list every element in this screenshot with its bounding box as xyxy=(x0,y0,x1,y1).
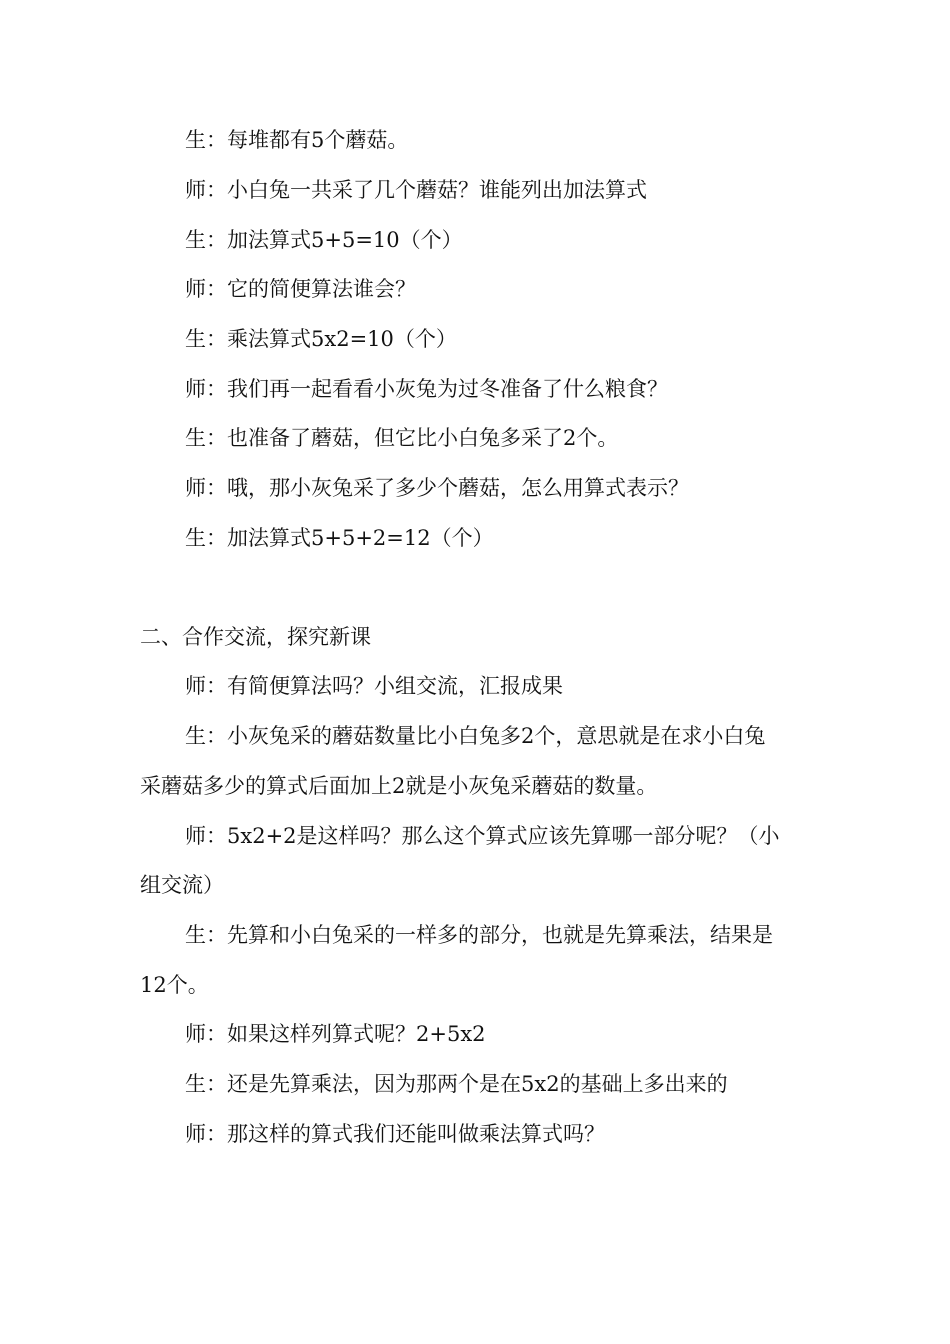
dialogue-line: 生：每堆都有5个蘑菇。 xyxy=(185,128,409,152)
dialogue-line: 生：还是先算乘法，因为那两个是在5x2的基础上多出来的 xyxy=(185,1072,728,1096)
dialogue-line: 生：加法算式5+5+2=12（个） xyxy=(185,526,494,550)
dialogue-line: 生：小灰兔采的蘑菇数量比小白兔多2个，意思就是在求小白兔 xyxy=(185,724,766,748)
dialogue-line-continuation: 采蘑菇多少的算式后面加上2就是小灰兔采蘑菇的数量。 xyxy=(140,774,658,798)
dialogue-line: 师：小白兔一共采了几个蘑菇？谁能列出加法算式 xyxy=(185,178,647,202)
dialogue-line: 师：5x2+2是这样吗？那么这个算式应该先算哪一部分呢？（小 xyxy=(185,824,780,848)
dialogue-line-continuation: 组交流） xyxy=(140,873,224,897)
dialogue-line: 师：那这样的算式我们还能叫做乘法算式吗？ xyxy=(185,1122,605,1146)
dialogue-line: 师：我们再一起看看小灰兔为过冬准备了什么粮食？ xyxy=(185,377,668,401)
section-heading: 二、合作交流，探究新课 xyxy=(140,625,371,649)
dialogue-line: 生：加法算式5+5=10（个） xyxy=(185,228,463,252)
dialogue-line: 师：如果这样列算式呢？2+5x2 xyxy=(185,1022,486,1046)
dialogue-line: 生：乘法算式5x2=10（个） xyxy=(185,327,457,351)
dialogue-line: 师：哦，那小灰兔采了多少个蘑菇，怎么用算式表示？ xyxy=(185,476,689,500)
dialogue-line: 生：先算和小白兔采的一样多的部分，也就是先算乘法，结果是 xyxy=(185,923,773,947)
dialogue-line: 师：它的简便算法谁会？ xyxy=(185,277,416,301)
dialogue-line-continuation: 12个。 xyxy=(140,973,209,997)
dialogue-line: 师：有简便算法吗？小组交流，汇报成果 xyxy=(185,674,563,698)
dialogue-line: 生：也准备了蘑菇，但它比小白兔多采了2个。 xyxy=(185,426,619,450)
